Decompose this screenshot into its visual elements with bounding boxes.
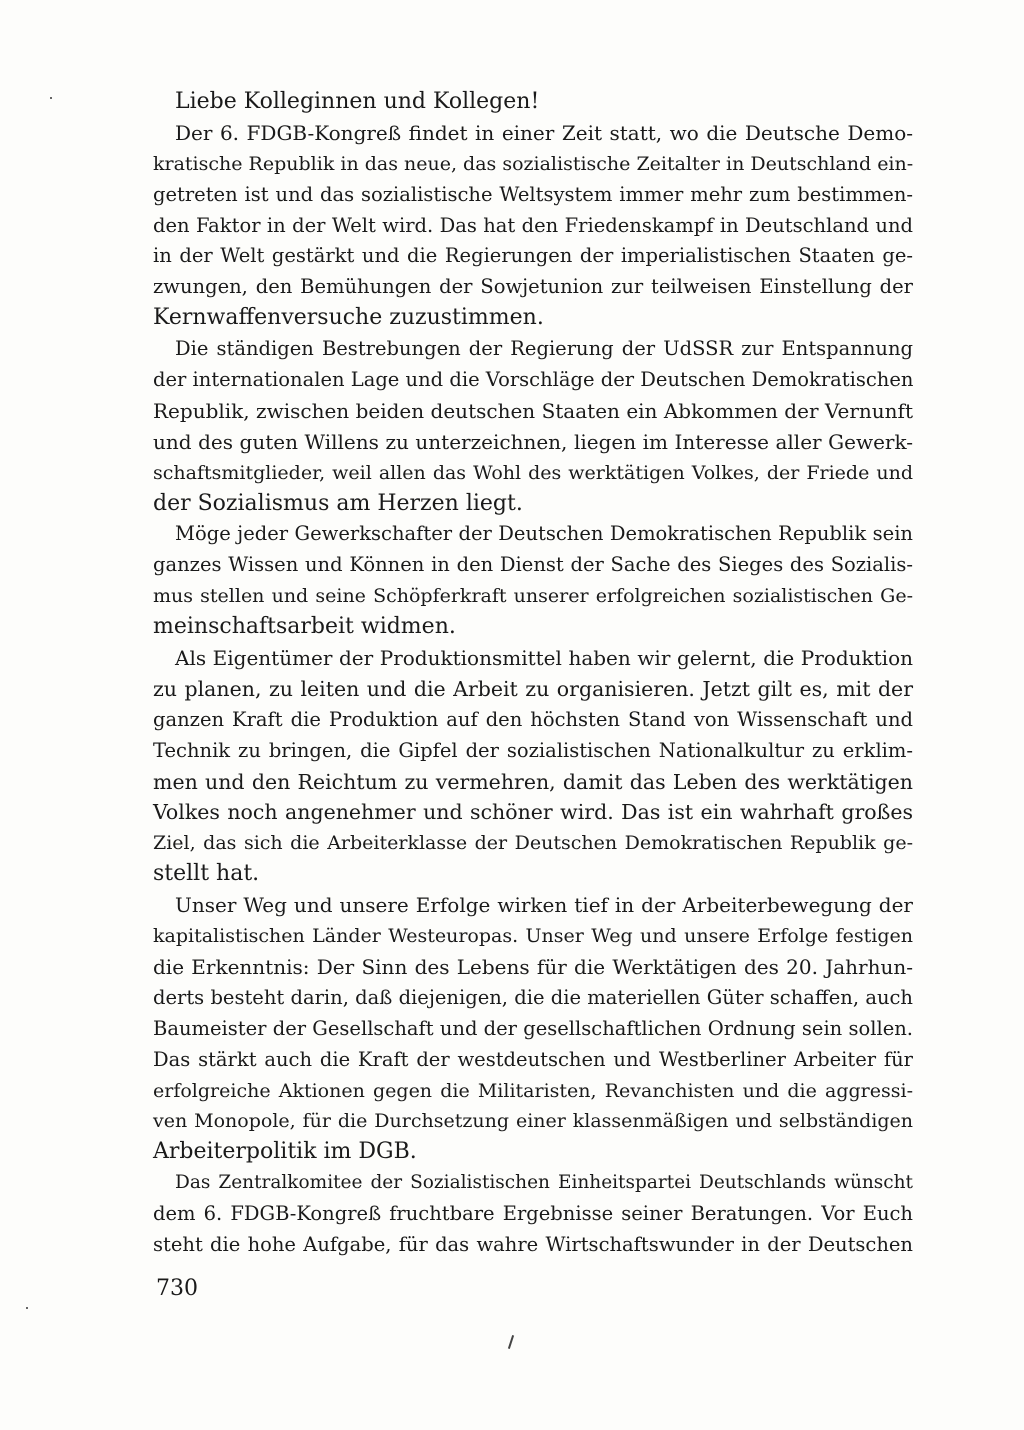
page-number: 730 (156, 1276, 198, 1301)
text-line: ven Monopole, für die Durchsetzung einer klassenmäßigen und selbständigen (153, 1110, 913, 1133)
text-line: ganzes Wissen und Können in den Dienst der Sache des Sieges des Sozialis- (153, 553, 913, 577)
text-line: der Sozialismus am Herzen liegt. (153, 490, 523, 516)
text-line: steht die hohe Aufgabe, für das wahre Wirtschaftswunder in der Deutschen (153, 1232, 913, 1256)
text-line: den Faktor in der Welt wird. Das hat den Friedenskampf in Deutschland und (153, 213, 913, 237)
text-line: Volkes noch angenehmer und schöner wird. Das ist ein wahrhaft großes (153, 800, 913, 825)
text-line: schaftsmitglieder, weil allen das Wohl des werktätigen Volkes, der Friede und (153, 461, 913, 484)
text-line: Kernwaffenversuche zuzustimmen. (153, 305, 544, 331)
text-line: Technik zu bringen, die Gipfel der sozialistischen Nationalkultur zu erklim- (153, 738, 913, 762)
text-line: kratische Republik in das neue, das sozialistische Zeitalter in Deutschland ein- (153, 152, 914, 175)
text-line: ganzen Kraft die Produktion auf den höchsten Stand von Wissenschaft und (153, 707, 913, 731)
text-line: Republik, zwischen beiden deutschen Staaten ein Abkommen der Vernunft (153, 398, 913, 423)
text-line: derts besteht darin, daß diejenigen, die die materiellen Güter schaffen, auch (153, 985, 913, 1009)
body-text (153, 87, 913, 1261)
text-line: der internationalen Lage und die Vorschläge der Deutschen Demokratischen (153, 368, 914, 392)
scan-speck (26, 1307, 28, 1309)
text-line: kapitalistischen Länder Westeuropas. Unser Weg und unsere Erfolge festigen (153, 925, 913, 948)
text-line: Das stärkt auch die Kraft der westdeutschen und Westberliner Arbeiter für (153, 1047, 913, 1071)
text-line: mus stellen und seine Schöpferkraft unserer erfolgreichen sozialistischen Ge- (153, 585, 913, 608)
text-line: Arbeiterpolitik im DGB. (153, 1139, 417, 1165)
text-line: und des guten Willens zu unterzeichnen, liegen im Interesse aller Gewerk- (153, 429, 913, 454)
text-line: stellt hat. (153, 861, 260, 887)
text-line: Das Zentralkomitee der Sozialistischen Einheitspartei Deutschlands wünscht (175, 1172, 913, 1194)
text-line: meinschaftsarbeit widmen. (153, 614, 456, 640)
text-line: getreten ist und das sozialistische Weltsystem immer mehr zum bestimmen- (153, 182, 913, 206)
text-line: Baumeister der Gesellschaft und der gesellschaftlichen Ordnung sein sollen. (153, 1016, 913, 1040)
scan-mark (508, 1335, 514, 1349)
text-line: Ziel, das sich die Arbeiterklasse der Deutschen Demokratischen Republik ge- (153, 832, 913, 855)
text-line: Als Eigentümer der Produktionsmittel haben wir gelernt, die Produktion (175, 646, 913, 671)
text-line: Möge jeder Gewerkschafter der Deutschen Demokratischen Republik sein (175, 522, 913, 546)
text-line: erfolgreiche Aktionen gegen die Militaristen, Revanchisten und die aggressi- (153, 1079, 913, 1102)
text-line: zwungen, den Bemühungen der Sowjetunion zur teilweisen Einstellung der (153, 275, 913, 299)
text-line: Der 6. FDGB-Kongreß findet in einer Zeit statt, wo die Deutsche Demo- (175, 120, 913, 145)
text-line: men und den Reichtum zu vermehren, damit das Leben des werktätigen (153, 769, 913, 794)
text-line: Die ständigen Bestrebungen der Regierung der UdSSR zur Entspannung (175, 337, 913, 361)
text-line: Liebe Kolleginnen und Kollegen! (175, 89, 540, 114)
text-line: dem 6. FDGB-Kongreß fruchtbare Ergebnisse seiner Beratungen. Vor Euch (153, 1202, 913, 1226)
text-line: zu planen, zu leiten und die Arbeit zu organisieren. Jetzt gilt es, mit der (153, 676, 913, 701)
text-line: die Erkenntnis: Der Sinn des Lebens für die Werktätigen des 20. Jahrhun- (153, 954, 913, 979)
text-line: in der Welt gestärkt und die Regierungen der imperialistischen Staaten ge- (153, 244, 913, 268)
scan-speck (50, 97, 52, 99)
text-line: Unser Weg und unsere Erfolge wirken tief in der Arbeiterbewegung der (175, 893, 913, 918)
